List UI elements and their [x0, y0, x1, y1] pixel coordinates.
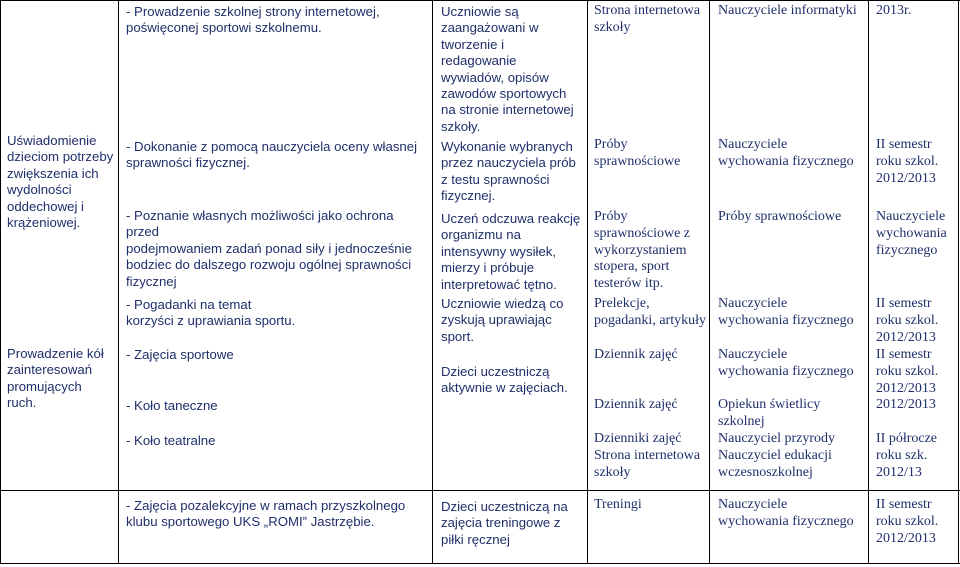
result-korzysci: Uczniowie wiedzą co zyskują uprawiając sport. [441, 296, 564, 344]
responsible-wf4: Nauczyciele wychowania fizycznego [718, 497, 854, 529]
responsible-przyrody: Nauczyciel przyrody Nauczyciel edukacji wczesnoszkolnej [718, 431, 835, 480]
responsible-wf3: Nauczyciele wychowania fizycznego [718, 347, 854, 379]
term-r3: Nauczyciele wychowania fizycznego [876, 209, 947, 258]
result-zaangazowani: Uczniowie są zaangażowani w tworzenie i redagowanie wywiadów, opisów zawodów sportowych na stronie internetowej szkoły. [441, 4, 574, 134]
table-border-top [0, 0, 960, 1]
responsible-wf2: Nauczyciele wychowania fizycznego [718, 296, 854, 328]
table-border-bottom [0, 563, 960, 564]
table-divider-col3 [587, 0, 588, 564]
responsible-opiekun: Opiekun świetlicy szkolnej [718, 397, 821, 429]
term-r8: II semestr roku szkol. 2012/2013 [876, 497, 939, 546]
method-proby1: Próby sprawnościowe [594, 137, 681, 169]
table-divider-col4 [709, 0, 710, 564]
method-treningi: Treningi [594, 497, 642, 512]
table-border-right [958, 0, 959, 564]
goal-uswiadomienie: Uświadomienie dzieciom potrzeby zwiększenia ich wydolności oddechowej i krążeniowej. [7, 133, 114, 231]
table-border-left [0, 0, 1, 564]
task-kolo-taneczne: - Koło taneczne [126, 398, 218, 413]
method-proby2: Próby sprawnościowe z wykorzystaniem stopera, sport testerów itp. [594, 209, 691, 292]
term-r5: II semestr roku szkol. 2012/2013 [876, 347, 939, 396]
term-r2: II semestr roku szkol. 2012/2013 [876, 137, 939, 186]
result-reakcje: Uczeń odczuwa reakcję organizmu na intensywny wysiłek, mierzy i próbuje interpretować tętno. [441, 211, 581, 292]
table-divider-col5 [868, 0, 869, 564]
task-kolo-teatralne: - Koło teatralne [126, 433, 216, 448]
task-pozalekcyjne: - Zajęcia pozalekcyjne w ramach przyszkolnego klubu sportowego UKS „ROMI” Jastrzębie. [126, 498, 406, 530]
task-zajecia: - Zajęcia sportowe [126, 347, 234, 362]
table-divider-col2 [432, 0, 433, 564]
task-strona: - Prowadzenie szkolnej strony internetowej, poświęconej sportowi szkolnemu. [126, 4, 380, 36]
method-strona: Strona internetowa szkoły [594, 3, 701, 35]
result-uczestnicza: Dzieci uczestniczą aktywnie w zajęciach. [441, 364, 568, 396]
result-wykonanie: Wykonanie wybranych przez nauczyciela prób z testu sprawności fizycznej. [441, 139, 576, 204]
method-dziennik1: Dziennik zajęć [594, 347, 678, 362]
method-dziennik2: Dziennik zajęć [594, 397, 678, 412]
task-pogadanki: - Pogadanki na temat korzyści z uprawiania sportu. [126, 297, 296, 329]
task-ocena: - Dokonanie z pomocą nauczyciela oceny własnej sprawności fizycznej. [126, 139, 418, 171]
result-reczna: Dzieci uczestniczą na zajęcia treningowe z piłki ręcznej [441, 499, 568, 547]
responsible-informatyki: Nauczyciele informatyki [718, 3, 857, 18]
method-prelekcje: Prelekcje, pogadanki, artykuły [594, 296, 706, 328]
term-r7: II półrocze roku szk. 2012/13 [876, 431, 938, 480]
table-row-divider [0, 490, 960, 491]
table-divider-col1 [118, 0, 119, 564]
responsible-proby: Próby sprawnościowe [718, 209, 842, 224]
term-r6: 2012/2013 [876, 397, 936, 412]
method-dzienniki: Dzienniki zajęć Strona internetowa szkoły [594, 431, 701, 480]
task-poznanie: - Poznanie własnych możliwości jako ochrona przed podejmowaniem zadań ponad siły i jednocześnie bodziec do dalszego rozwoju ogólnej sprawności fizycznej [126, 208, 412, 289]
term-r1: 2013r. [876, 3, 912, 18]
goal-prowadzenie-kol: Prowadzenie kół zainteresowań promujących ruch. [7, 346, 104, 411]
term-r4: II semestr roku szkol. 2012/2013 [876, 296, 939, 345]
responsible-wf1: Nauczyciele wychowania fizycznego [718, 137, 854, 169]
